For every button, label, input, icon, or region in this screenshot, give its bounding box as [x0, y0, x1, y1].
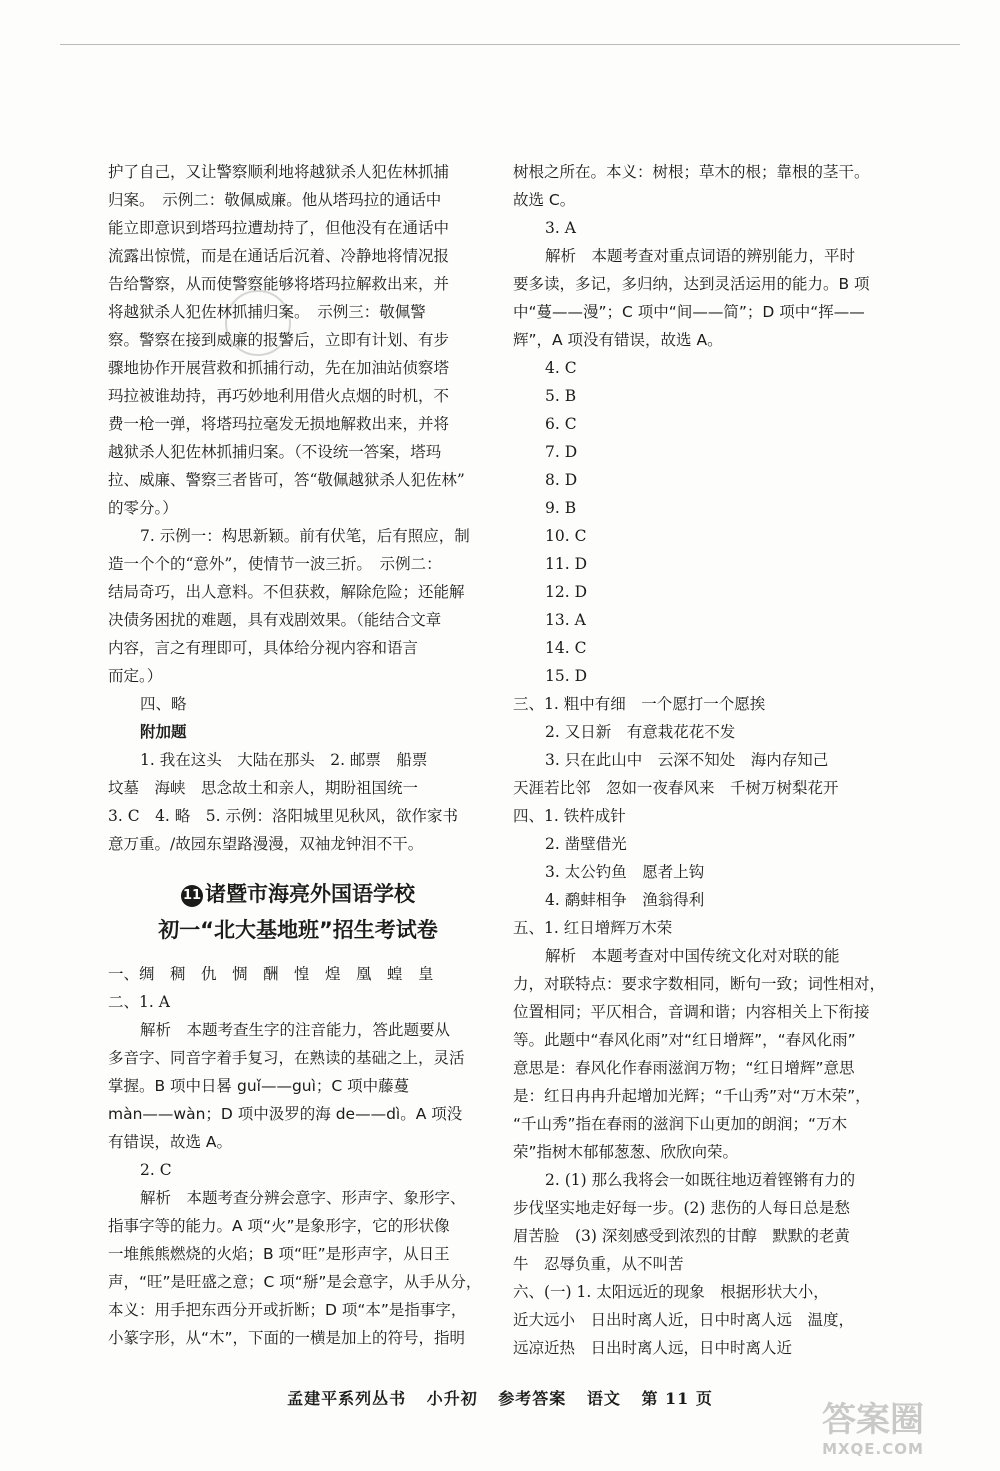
text-line: 一堆熊熊燃烧的火焰；B 项“旺”是形声字，从日王 [108, 1245, 450, 1263]
text-line: 眉苦脸 (3) 深刻感受到浓烈的甘醇 默默的老黄 [513, 1227, 850, 1245]
text-line: 10. C [545, 527, 587, 545]
text-line: 声，“旺”是旺盛之意；C 项“掰”是会意字，从手从分， [108, 1273, 482, 1291]
text-line: 小篆字形，从“木”，下面的一横是加上的符号，指明 [108, 1329, 466, 1347]
text-line: 7. 示例一：构思新颖。前有伏笔，后有照应，制 [140, 527, 470, 545]
text-line: 树根之所在。本义：树根；草木的根；靠根的茎干。 [513, 163, 870, 181]
left-column [108, 158, 488, 1352]
text-line: 1. 我在这头 大陆在那头 2. 邮票 船票 [140, 751, 428, 769]
text-line: 近大远小 日出时离人近，日中时离人远 温度， [513, 1311, 855, 1329]
text-line: 将越狱杀人犯佐林抓捕归案。 示例三：敬佩警 [108, 303, 426, 321]
footer-series: 孟建平系列丛书 [287, 1389, 407, 1408]
school-name: 诸暨市海亮外国语学校 [205, 882, 415, 906]
text-line: 费一枪一弹，将塔玛拉毫发无损地解救出来，并将 [108, 415, 450, 433]
text-line: 骤地协作开展营救和抓捕行动，先在加油站侦察塔 [108, 359, 450, 377]
text-line: 解析 本题考查分辨会意字、形声字、象形字、 [140, 1189, 466, 1207]
footer-page: 第 11 页 [641, 1389, 713, 1408]
text-line: “千山秀”指在春雨的滋润下山更加的朗润；“万木 [513, 1115, 848, 1133]
text-line: 4. C [545, 359, 577, 377]
text-line: 15. D [545, 667, 588, 685]
text-line: 5. B [545, 387, 577, 405]
text-line: 2. 凿壁借光 [545, 835, 627, 853]
text-line: 3. A [545, 219, 576, 237]
text-line: 3. 太公钓鱼 愿者上钩 [545, 863, 705, 881]
text-line: 中“蔓——漫”；C 项中“间——简”；D 项中“挥—— [513, 303, 865, 321]
text-line: 解析 本题考查对中国传统文化对对联的能 [545, 947, 840, 965]
text-line: 越狱杀人犯佐林抓捕归案。（不设统一答案，塔玛 [108, 443, 442, 461]
text-line: 位置相同；平仄相合，音调和谐；内容相关上下衔接 [513, 1003, 870, 1021]
text-line: 解析 本题考查生字的注音能力，答此题要从 [140, 1021, 451, 1039]
text-line: 故选 C。 [513, 191, 576, 209]
text-line: 11. D [545, 555, 588, 573]
section-number-badge: 11 [181, 885, 203, 907]
text-line: 有错误，故选 A。 [108, 1133, 233, 1151]
text-line: 远凉近热 日出时离人远，日中时离人近 [513, 1339, 793, 1357]
text-line: 4. 鹬蚌相争 渔翁得利 [545, 891, 705, 909]
text-line: 辉”，A 项没有错误，故选 A。 [513, 331, 723, 349]
text-line: 步伐坚实地走好每一步。(2) 悲伤的人每日总是愁 [513, 1199, 850, 1217]
text-line: 12. D [545, 583, 588, 601]
watermark [788, 1400, 958, 1458]
text-line: 五、1. 红日增辉万木荣 [513, 919, 673, 937]
text-line: 13. A [545, 611, 586, 629]
text-line: 意万重。/故园东望路漫漫，双袖龙钟泪不干。 [108, 835, 424, 853]
right-lines [513, 158, 893, 1362]
text-line: 荣”指树木郁郁葱葱、欣欣向荣。 [513, 1143, 739, 1161]
section-title-line2: 初一“北大基地班”招生考试卷 [158, 918, 438, 942]
text-line: 决债务困扰的难题，具有戏剧效果。（能结合文章 [108, 611, 442, 629]
text-line: 解析 本题考查对重点词语的辨别能力，平时 [545, 247, 856, 265]
text-line: 14. C [545, 639, 587, 657]
text-line: 结局奇巧，出人意料。不但获救，解除危险；还能解 [108, 583, 465, 601]
text-line: 2. C [140, 1161, 172, 1179]
text-line: 3. 只在此山中 云深不知处 海内存知己 [545, 751, 829, 769]
section-title-line1 [108, 876, 488, 912]
text-line: 等。此题中“春风化雨”对“红日增辉”，“春风化雨” [513, 1031, 856, 1049]
text-line: 3. C 4. 略 5. 示例：洛阳城里见秋风，欲作家书 [108, 807, 459, 825]
text-line: 要多读，多记，多归纳，达到灵活运用的能力。B 项 [513, 275, 870, 293]
text-line: 力，对联特点：要求字数相同，断句一致；词性相对， [513, 975, 886, 993]
text-line: 玛拉被谁劫持，再巧妙地利用借火点烟的时机，不 [108, 387, 450, 405]
watermark-logo: 答案圈 [822, 1400, 924, 1440]
right-column [513, 158, 893, 1362]
text-line: 掌握。B 项中日晷 guǐ——guì；C 项中藤蔓 [108, 1077, 410, 1095]
text-line: 归案。 示例二：敬佩威廉。他从塔玛拉的通话中 [108, 191, 442, 209]
text-line: 多音字、同音字着手复习，在熟读的基础之上，灵活 [108, 1049, 465, 1067]
section-heading [108, 876, 488, 948]
text-line: 拉、威廉、警察三者皆可，答“敬佩越狱杀人犯佐林” [108, 471, 465, 489]
text-line: 2. (1) 那么我将会一如既往地迈着铿锵有力的 [545, 1171, 856, 1189]
text-line: 内容，言之有理即可，具体给分视内容和语言 [108, 639, 419, 657]
text-line: 而定。） [108, 667, 163, 685]
left-lines-after [108, 960, 488, 1352]
text-line: 造一个个的“意外”，使情节一波三折。 示例二： [108, 555, 442, 573]
text-line: 三、1. 粗中有细 一个愿打一个愿挨 [513, 695, 766, 713]
text-line: 意思是：春风化作春雨滋润万物；“红日增辉”意思 [513, 1059, 855, 1077]
text-line: 是：红日冉冉升起增加光辉；“千山秀”对“万木荣”， [513, 1087, 871, 1105]
text-line: 本义：用手把东西分开或折断；D 项“本”是指事字， [108, 1301, 467, 1319]
text-line: 7. D [545, 443, 578, 461]
footer-subject: 语文 [586, 1389, 621, 1408]
text-line: 一、绸 稠 仇 惆 酬 惶 煌 凰 蝗 皇 [108, 965, 434, 983]
top-rule [60, 44, 960, 45]
text-line: 牛 忍辱负重，从不叫苦 [513, 1255, 684, 1273]
text-line: 8. D [545, 471, 578, 489]
text-line: 9. B [545, 499, 577, 517]
text-line: 护了自己，又让警察顺利地将越狱杀人犯佐林抓捕 [108, 163, 450, 181]
text-line: 四、1. 铁杵成针 [513, 807, 626, 825]
text-line: 6. C [545, 415, 577, 433]
text-line: 指事字等的能力。A 项“火”是象形字，它的形状像 [108, 1217, 450, 1235]
footer-level: 小升初 [426, 1389, 478, 1408]
text-line: 2. 又日新 有意栽花花不发 [545, 723, 736, 741]
text-line: 二、1. A [108, 993, 170, 1011]
text-line: màn——wàn；D 项中汲罗的海 de——dì。A 项没 [108, 1105, 463, 1123]
text-line: 四、略 [140, 695, 187, 713]
text-line: 流露出惊慌，而是在通话后沉着、冷静地将情况报 [108, 247, 450, 265]
watermark-url: MXQE.COM [822, 1440, 924, 1458]
text-line: 的零分。） [108, 499, 178, 517]
left-lines [108, 158, 488, 858]
text-line: 六、(一) 1. 太阳远近的现象 根据形状大小， [513, 1283, 829, 1301]
text-line: 坟墓 海峡 思念故土和亲人，期盼祖国统一 [108, 779, 419, 797]
footer-type: 参考答案 [498, 1389, 567, 1408]
text-line: 能立即意识到塔玛拉遭劫持了，但他没有在通话中 [108, 219, 450, 237]
text-line: 告给警察，从而使警察能够将塔玛拉解救出来，并 [108, 275, 450, 293]
text-line: 天涯若比邻 忽如一夜春风来 千树万树梨花开 [513, 779, 839, 797]
text-line: 附加题 [140, 722, 187, 741]
text-line: 察。警察在接到威廉的报警后，立即有计划、有步 [108, 331, 450, 349]
